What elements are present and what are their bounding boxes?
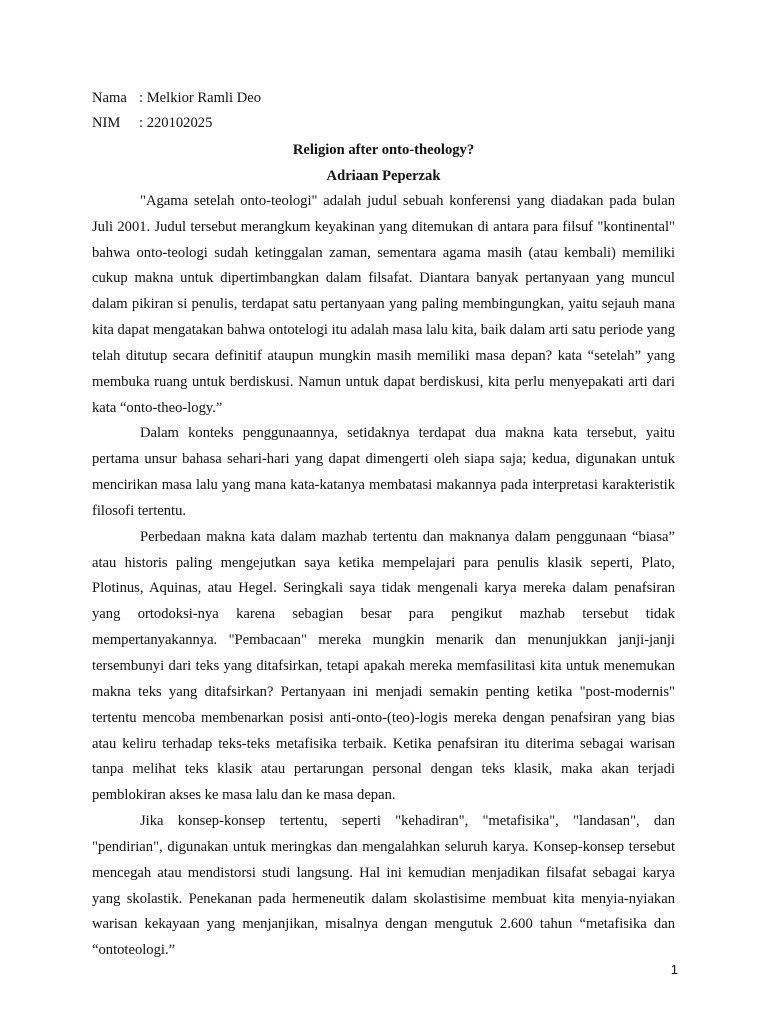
paragraph-1: "Agama setelah onto-teologi" adalah judul sebuah konferensi yang diadakan pada bulan Juli 2001. Judul tersebut merangkum keyakinan yang ditemukan di antara para filsuf "kontinental" bahwa onto-teologi sudah ketinggalan zaman, sementara agama masih (atau kembali) memiliki cukup makna untuk dipertimbangkan dalam filsafat. Diantara banyak pertanyaan yang muncul dalam pikiran si penulis, terdapat satu pertanyaan yang paling membingungkan, yaitu sejauh mana kita dapat mengatakan bahwa ontotelogi itu adalah masa lalu kita, baik dalam arti satu periode yang telah ditutup secara definitif ataupun mungkin masih memiliki masa depan? kata “setelah” yang membuka ruang untuk berdiskusi. Namun untuk dapat berdiskusi, kita perlu menyepakati arti dari kata “onto-theo-logy.” [92, 192, 675, 416]
nim-line [92, 111, 675, 136]
nim-value: : 220102025 [139, 115, 213, 132]
page-number: 1 [670, 962, 678, 977]
document-author: Adriaan Peperzak [326, 167, 441, 184]
document-title: Religion after onto-theology? [292, 141, 475, 158]
paragraph-2: Dalam konteks penggunaannya, setidaknya terdapat dua makna kata tersebut, yaitu pertama unsur bahasa sehari-hari yang dapat dimengerti oleh siapa saja; kedua, digunakan untuk mencirikan masa lalu yang mana kata-katanya membatasi makannya pada interpretasi karakteristik filosofi tertentu. [92, 425, 675, 519]
paragraph-3: Perbedaan makna kata dalam mazhab tertentu dan maknanya dalam penggunaan “biasa” atau historis paling mengejutkan saya ketika mempelajari para penulis klasik seperti, Plato, Plotinus, Aquinas, atau Hegel. Seringkali saya tidak mengenali karya mereka dalam penafsiran yang ortodoksi-nya karena sebagian besar para pengikut mazhab tersebut tidak mempertanyakannya. "Pembacaan" mereka mungkin menarik dan menunjukkan janji-janji tersembunyi dari teks yang ditafsirkan, tetapi apakah mereka memfasilitasi kita untuk menemukan makna teks yang ditafsirkan? Pertanyaan ini menjadi semakin penting ketika "post-modernis" tertentu mencoba membenarkan posisi anti-onto-(teo)-logis mereka dengan penafsiran yang bias atau keliru terhadap teks-teks metafisika terbaik. Ketika penafsiran itu diterima sebagai warisan tanpa melihat teks klasik atau pertarungan personal dengan teks klasik, maka akan terjadi pemblokiran akses ke masa lalu dan ke masa depan. [92, 528, 675, 804]
document-body [92, 86, 675, 964]
name-value: : Melkior Ramli Deo [139, 90, 262, 106]
name-label: Nama [92, 90, 127, 106]
nim-label: NIM [92, 115, 121, 132]
paragraph-4: Jika konsep-konsep tertentu, seperti "kehadiran", "metafisika", "landasan", dan "pendirian", digunakan untuk meringkas dan mengalahkan seluruh karya. Konsep-konsep tersebut mencegah atau mendistorsi studi langsung. Hal ini kemudian menjadikan filsafat sebagai karya yang skolastik. Penekanan pada hermeneutik dalam skolastisime membuat kita menyia-nyiakan warisan kekayaan yang menjanjikan, misalnya dengan mengutuk 2.600 tahun “metafisika dan “ontoteologi.” [92, 813, 675, 959]
name-line [92, 86, 675, 111]
